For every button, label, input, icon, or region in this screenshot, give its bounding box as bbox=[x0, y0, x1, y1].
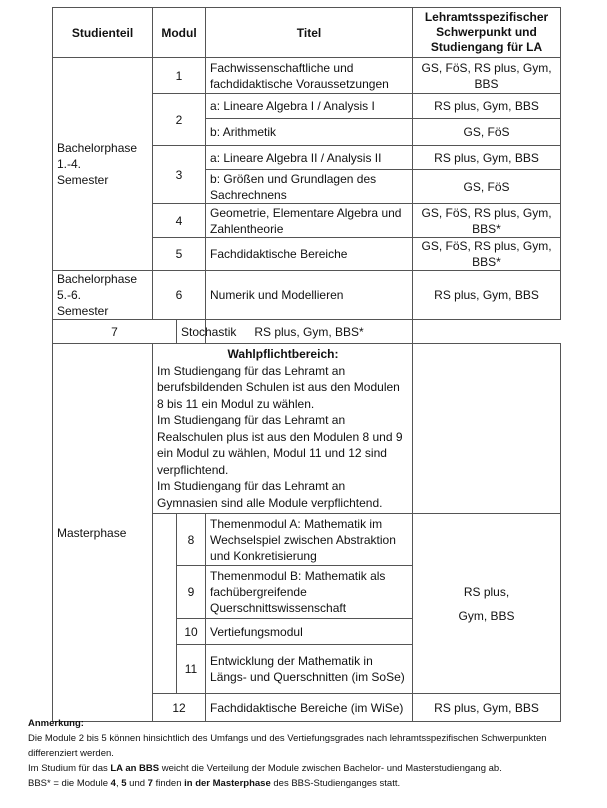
module-title: Stochastik bbox=[177, 320, 206, 344]
module-lehramt: GS, FöS bbox=[413, 119, 561, 146]
wahlpflicht-lehramt-empty bbox=[413, 344, 561, 514]
module-number: 5 bbox=[153, 238, 206, 271]
module-lehramt: GS, FöS bbox=[413, 170, 561, 204]
wahlpflicht-paragraph: Im Studiengang für das Lehramt an Gymnasien sind alle Module verpflichtend. bbox=[157, 479, 383, 510]
module-number: 7 bbox=[53, 320, 177, 344]
footnote-line bbox=[28, 761, 588, 776]
header-modul: Modul bbox=[153, 8, 206, 58]
footnote-bold: 5 bbox=[121, 778, 127, 789]
module-title: b: Größen und Grundlagen des Sachrechnens bbox=[206, 170, 413, 204]
module-number: 8 bbox=[177, 514, 206, 566]
module-title: b: Arithmetik bbox=[206, 119, 413, 146]
module-table bbox=[52, 7, 561, 722]
module-title: Fachwissenschaftliche und fachdidaktische Voraussetzungen bbox=[206, 58, 413, 94]
module-number: 1 bbox=[153, 58, 206, 94]
lehramt-line: RS plus, bbox=[463, 584, 510, 599]
footnote bbox=[28, 716, 588, 791]
module-title: Fachdidaktische Bereiche bbox=[206, 238, 413, 271]
module-number: 4 bbox=[153, 204, 206, 238]
module-number: 9 bbox=[177, 566, 206, 619]
phase-bachelor-1-4: Bachelorphase 1.-4. Semester bbox=[53, 58, 153, 271]
module-lehramt: GS, FöS, RS plus, Gym, BBS* bbox=[413, 238, 561, 271]
footnote-bold: LA an BBS bbox=[110, 763, 160, 774]
footnote-text: , bbox=[115, 778, 122, 789]
module-number: 10 bbox=[177, 619, 206, 645]
module-lehramt: RS plus, Gym, BBS* bbox=[206, 320, 413, 344]
phase-master: Masterphase bbox=[53, 344, 153, 722]
footnote-bold: 4 bbox=[110, 778, 116, 789]
footnote-bold: 7 bbox=[147, 778, 153, 789]
footnote-text: und bbox=[126, 778, 148, 789]
wahlpflicht-paragraph: Im Studiengang für das Lehramt an Realschulen plus ist aus den Modulen 8 und 9 ein Modul zu wählen, Modul 11 und 12 sind verpflichtend. bbox=[157, 413, 403, 477]
footnote-bold: in der Masterphase bbox=[184, 778, 271, 789]
table-row bbox=[53, 271, 561, 320]
module-number: 12 bbox=[153, 694, 206, 722]
module-lehramt bbox=[413, 514, 561, 694]
table-row bbox=[53, 58, 561, 94]
module-title: Themenmodul B: Mathematik als fachübergreifende Querschnittswissenschaft bbox=[206, 566, 413, 619]
module-number: 6 bbox=[153, 271, 206, 320]
module-number: 3 bbox=[153, 146, 206, 204]
header-lehramt: Lehramtsspezifischer Schwerpunkt und Studiengang für LA bbox=[413, 8, 561, 58]
footnote-line: Die Module 2 bis 5 können hinsichtlich des Umfangs und des Vertiefungsgrades nach lehramtsspezifischen Schwerpunkten differenziert werden. bbox=[28, 733, 547, 759]
header-titel: Titel bbox=[206, 8, 413, 58]
table-row bbox=[53, 344, 561, 514]
phase-bachelor-5-6: Bachelorphase 5.-6. Semester bbox=[53, 271, 153, 320]
module-title: Vertiefungsmodul bbox=[206, 619, 413, 645]
module-title: Entwicklung der Mathematik in Längs- und Querschnitten (im SoSe) bbox=[206, 645, 413, 694]
footnote-text: des BBS-Studienganges statt. bbox=[270, 778, 401, 789]
module-title: a: Lineare Algebra II / Analysis II bbox=[206, 146, 413, 170]
footnote-text: weicht die Verteilung der Module zwischen Bachelor- und Masterstudiengang ab. bbox=[159, 763, 502, 774]
module-title: Themenmodul A: Mathematik im Wechselspiel zwischen Abstraktion und Konkretisierung bbox=[206, 514, 413, 566]
module-title: Fachdidaktische Bereiche (im WiSe) bbox=[206, 694, 413, 722]
wahlpflicht-paragraph: Im Studiengang für das Lehramt an berufsbildenden Schulen ist aus den Modulen 8 bis 11 ein Modul zu wählen. bbox=[157, 363, 400, 411]
module-lehramt: RS plus, Gym, BBS bbox=[413, 694, 561, 722]
footnote-text: Im Studium für das bbox=[28, 763, 111, 774]
module-title: a: Lineare Algebra I / Analysis I bbox=[206, 94, 413, 119]
indent-spacer bbox=[153, 514, 177, 694]
header-studienteil: Studienteil bbox=[53, 8, 153, 58]
module-lehramt: RS plus, Gym, BBS bbox=[413, 94, 561, 119]
module-title: Geometrie, Elementare Algebra und Zahlentheorie bbox=[206, 204, 413, 238]
footnote-line bbox=[28, 776, 588, 791]
module-title: Numerik und Modellieren bbox=[206, 271, 413, 320]
wahlpflicht-box bbox=[153, 344, 413, 514]
module-number: 11 bbox=[177, 645, 206, 694]
module-lehramt: RS plus, Gym, BBS bbox=[413, 146, 561, 170]
module-lehramt: GS, FöS, RS plus, Gym, BBS bbox=[413, 58, 561, 94]
lehramt-line: Gym, BBS bbox=[458, 608, 515, 623]
table-row bbox=[53, 320, 561, 344]
wahlpflicht-title: Wahlpflichtbereich: bbox=[227, 347, 339, 361]
module-lehramt: RS plus, Gym, BBS bbox=[413, 271, 561, 320]
footnote-heading: Anmerkung: bbox=[28, 718, 84, 729]
footnote-text: BBS* = die Module bbox=[28, 778, 111, 789]
module-lehramt: GS, FöS, RS plus, Gym, BBS* bbox=[413, 204, 561, 238]
module-number: 2 bbox=[153, 94, 206, 146]
footnote-text: finden bbox=[152, 778, 185, 789]
